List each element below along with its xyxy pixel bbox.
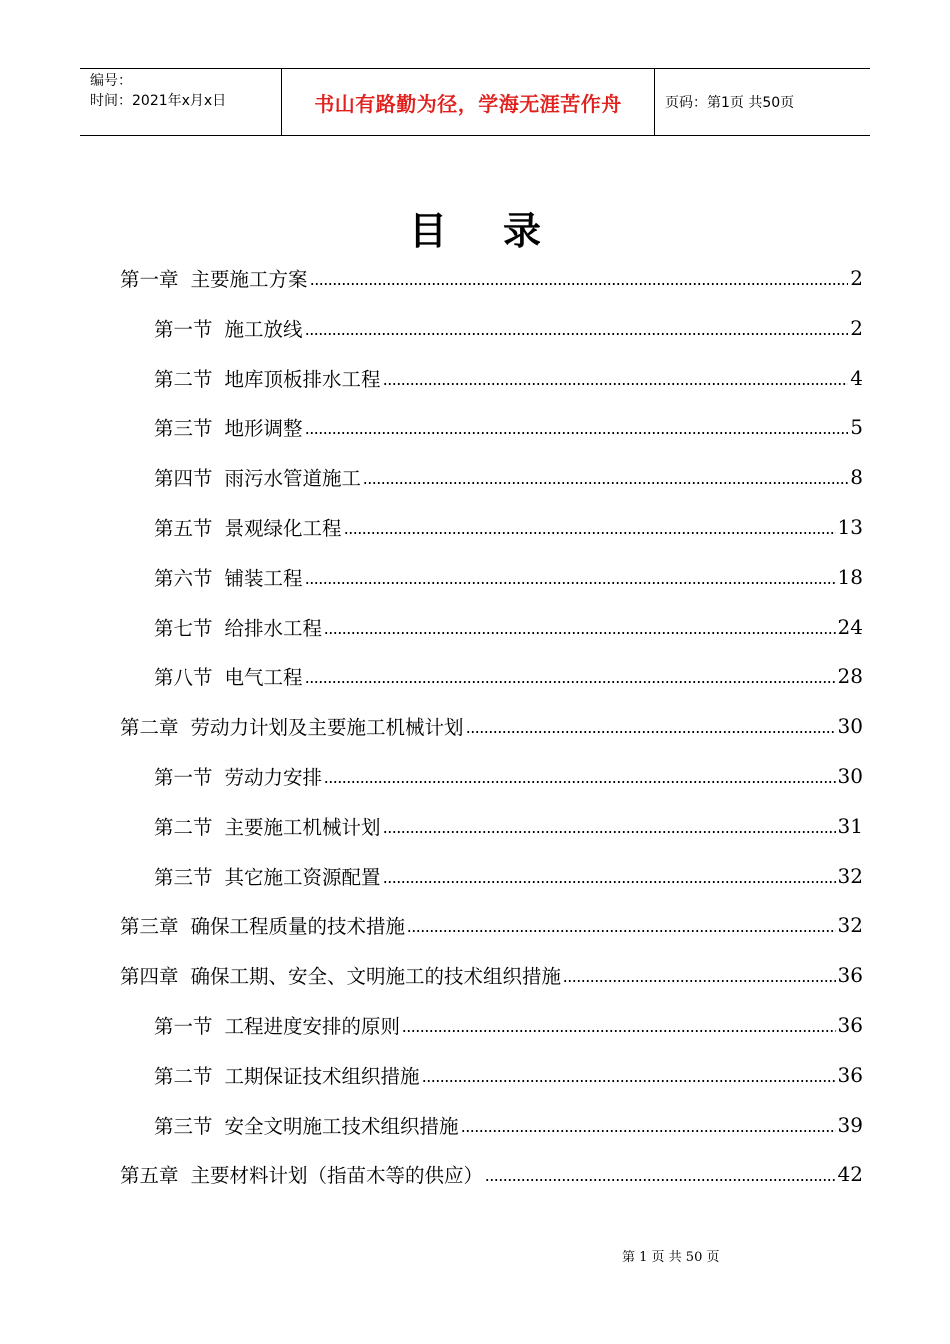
toc-entry-page: 28 bbox=[837, 664, 863, 689]
toc-entry-number: 第一节 bbox=[154, 766, 213, 789]
toc-chapter-entry[interactable] bbox=[120, 900, 863, 950]
toc-entry-page: 36 bbox=[837, 963, 863, 988]
toc-leader-dots bbox=[402, 1030, 836, 1032]
toc-section-entry[interactable] bbox=[154, 801, 863, 851]
toc-entry-text: 雨污水管道施工 bbox=[224, 467, 362, 491]
toc-section-entry[interactable] bbox=[154, 651, 863, 701]
toc-entry-label bbox=[154, 812, 381, 840]
time-label: 时间：2021年x月x日 bbox=[90, 93, 227, 109]
toc-entry-label bbox=[120, 264, 308, 292]
toc-leader-dots bbox=[466, 731, 836, 733]
toc-entry-page: 31 bbox=[837, 813, 863, 838]
toc-entry-number: 第六节 bbox=[154, 566, 213, 590]
title-char-1: 目 bbox=[408, 209, 447, 253]
toc-entry-number: 第三节 bbox=[154, 417, 213, 441]
toc-entry-text: 主要施工机械计划 bbox=[224, 815, 381, 839]
toc-entry-page: 5 bbox=[850, 415, 863, 440]
toc-leader-dots bbox=[324, 781, 836, 783]
toc-entry-label bbox=[154, 563, 303, 591]
toc-entry-text: 地库顶板排水工程 bbox=[224, 367, 381, 391]
toc-entry-label bbox=[154, 364, 381, 392]
toc-entry-number: 第五章 bbox=[120, 1164, 179, 1188]
toc-entry-number: 第一节 bbox=[154, 317, 213, 341]
toc-entry-page: 32 bbox=[837, 863, 863, 888]
toc-entry-text: 景观绿化工程 bbox=[224, 517, 342, 540]
toc-entry-text: 工程进度安排的原则 bbox=[224, 1015, 401, 1038]
toc-section-entry[interactable] bbox=[154, 602, 863, 652]
toc-entry-number: 第四节 bbox=[154, 467, 213, 491]
toc-entry-text: 确保工程质量的技术措施 bbox=[190, 915, 406, 939]
toc-leader-dots bbox=[305, 333, 849, 335]
toc-entry-number: 第二节 bbox=[154, 367, 213, 391]
toc-entry-label bbox=[154, 463, 361, 491]
toc-entry-number: 第五节 bbox=[154, 517, 213, 540]
toc-entry-page: 30 bbox=[837, 714, 863, 739]
toc-entry-page: 39 bbox=[837, 1112, 863, 1137]
toc-entry-label bbox=[154, 762, 322, 790]
title-char-2: 录 bbox=[503, 209, 542, 253]
toc-leader-dots bbox=[310, 283, 849, 285]
toc-section-entry[interactable] bbox=[154, 502, 863, 552]
toc-section-entry[interactable] bbox=[154, 851, 863, 901]
toc-entry-label bbox=[154, 1111, 459, 1139]
toc-leader-dots bbox=[383, 831, 836, 833]
toc-entry-text: 劳动力计划及主要施工机械计划 bbox=[190, 716, 464, 740]
toc-section-entry[interactable] bbox=[154, 552, 863, 602]
toc-leader-dots bbox=[383, 383, 849, 385]
toc-entry-label bbox=[154, 862, 381, 890]
toc-entry-number: 第三章 bbox=[120, 915, 179, 939]
toc-section-entry[interactable] bbox=[154, 303, 863, 353]
toc-entry-page: 2 bbox=[850, 315, 863, 340]
toc-leader-dots bbox=[305, 582, 836, 584]
toc-leader-dots bbox=[305, 681, 836, 683]
toc-entry-label bbox=[154, 413, 303, 441]
toc-entry-number: 第一节 bbox=[154, 1015, 213, 1038]
toc-entry-page: 36 bbox=[837, 1062, 863, 1087]
toc-entry-text: 劳动力安排 bbox=[224, 766, 323, 789]
toc-section-entry[interactable] bbox=[154, 452, 863, 502]
toc-entry-label bbox=[120, 1160, 483, 1188]
toc-entry-page: 2 bbox=[850, 266, 863, 290]
toc-leader-dots bbox=[344, 532, 836, 534]
toc-entry-label bbox=[120, 911, 405, 939]
toc-chapter-entry[interactable] bbox=[120, 701, 863, 751]
toc-section-entry[interactable] bbox=[154, 1050, 863, 1100]
toc-entry-text: 电气工程 bbox=[224, 666, 303, 690]
toc-entry-page: 30 bbox=[837, 764, 863, 788]
toc-entry-text: 铺装工程 bbox=[224, 566, 303, 590]
toc-section-entry[interactable] bbox=[154, 1000, 863, 1050]
toc-section-entry[interactable] bbox=[154, 402, 863, 452]
toc-leader-dots bbox=[407, 930, 836, 932]
toc-entry-number: 第二节 bbox=[154, 815, 213, 839]
toc-chapter-entry[interactable] bbox=[120, 950, 863, 1000]
toc-entry-number: 第三节 bbox=[154, 865, 213, 889]
toc-leader-dots bbox=[485, 1179, 836, 1181]
toc-entry-page: 13 bbox=[837, 515, 863, 539]
toc-entry-text: 工期保证技术组织措施 bbox=[224, 1064, 420, 1088]
footer-page-number: 第 1 页 共 50 页 bbox=[622, 1250, 720, 1265]
toc-entry-page: 24 bbox=[837, 614, 863, 639]
toc-entry-number: 第二节 bbox=[154, 1064, 213, 1088]
toc-entry-page: 32 bbox=[837, 913, 863, 938]
toc-entry-text: 确保工期、安全、文明施工的技术组织措施 bbox=[190, 965, 562, 989]
toc-entry-label bbox=[154, 662, 303, 690]
toc-entry-text: 给排水工程 bbox=[224, 616, 323, 640]
toc-entry-number: 第八节 bbox=[154, 666, 213, 690]
page-header bbox=[80, 68, 870, 136]
toc-entry-text: 主要材料计划（指苗木等的供应） bbox=[190, 1164, 484, 1188]
header-meta bbox=[80, 69, 282, 135]
toc-entry-page: 36 bbox=[837, 1013, 863, 1037]
toc-section-entry[interactable] bbox=[154, 1100, 863, 1150]
toc-leader-dots bbox=[305, 432, 849, 434]
toc-entry-text: 地形调整 bbox=[224, 417, 303, 441]
toc-section-entry[interactable] bbox=[154, 751, 863, 801]
toc-entry-page: 42 bbox=[837, 1162, 863, 1187]
toc-leader-dots bbox=[461, 1130, 836, 1132]
toc-chapter-entry[interactable] bbox=[120, 253, 863, 303]
toc-entry-text: 主要施工方案 bbox=[190, 268, 308, 291]
toc-entry-number: 第七节 bbox=[154, 616, 213, 640]
number-label: 编号： bbox=[90, 73, 132, 89]
toc-entry-label bbox=[154, 513, 342, 541]
toc-entry-label bbox=[154, 1011, 400, 1039]
toc-entry-label bbox=[154, 613, 322, 641]
toc-section-entry[interactable] bbox=[154, 353, 863, 403]
toc-leader-dots bbox=[363, 482, 848, 484]
toc-entry-text: 其它施工资源配置 bbox=[224, 865, 381, 889]
toc-entry-number: 第二章 bbox=[120, 716, 179, 740]
toc-leader-dots bbox=[383, 881, 836, 883]
toc-entry-number: 第三节 bbox=[154, 1114, 213, 1138]
toc-entry-page: 8 bbox=[850, 465, 863, 490]
toc-leader-dots bbox=[324, 632, 836, 634]
toc-entry-label bbox=[120, 712, 464, 740]
header-motto: 书山有路勤为径，学海无涯苦作舟 bbox=[282, 69, 655, 135]
toc-entry-label bbox=[154, 314, 303, 342]
toc-entry-text: 安全文明施工技术组织措施 bbox=[224, 1114, 459, 1138]
toc-entry-number: 第一章 bbox=[120, 268, 179, 291]
toc-entry-text: 施工放线 bbox=[224, 317, 303, 341]
toc-entry-label bbox=[120, 961, 561, 989]
toc-leader-dots bbox=[422, 1080, 836, 1082]
toc-leader-dots bbox=[563, 980, 836, 982]
toc-entry-number: 第四章 bbox=[120, 965, 179, 989]
header-page-info: 页码：第1页 共50页 bbox=[665, 95, 795, 111]
toc-entry-page: 4 bbox=[850, 365, 863, 390]
toc-entry-page: 18 bbox=[837, 564, 863, 589]
toc-chapter-entry[interactable] bbox=[120, 1149, 863, 1199]
toc-entry-label bbox=[154, 1061, 420, 1089]
toc-title bbox=[0, 200, 950, 255]
